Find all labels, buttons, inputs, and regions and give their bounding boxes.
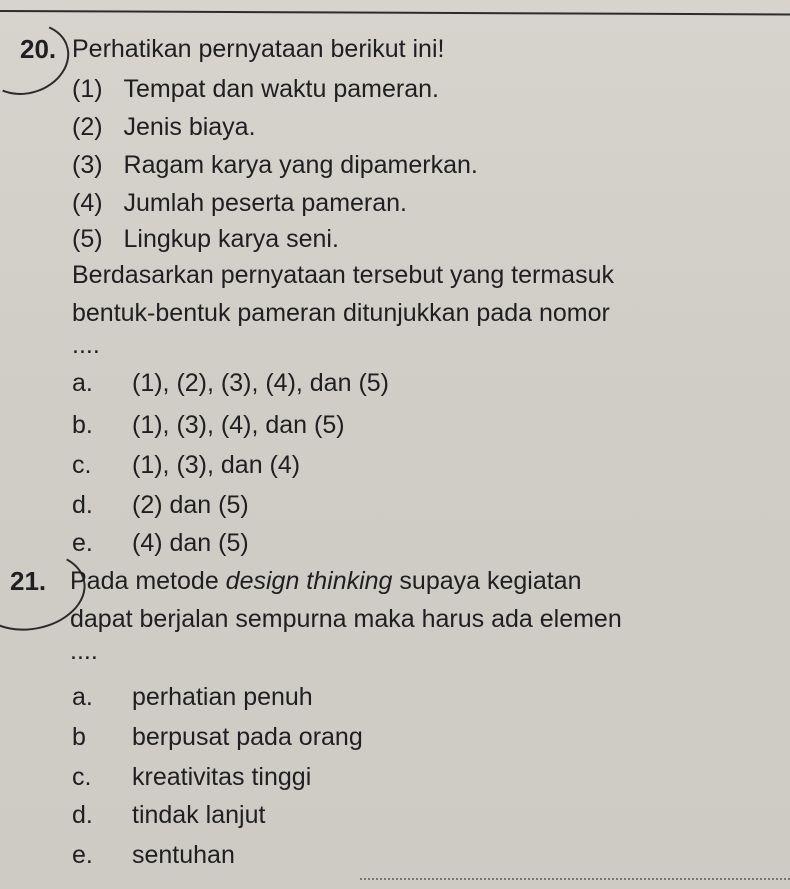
option-21-a-text: perhatian penuh: [132, 683, 313, 711]
statement-5: [72, 224, 339, 254]
option-21-e-text: sentuhan: [132, 841, 235, 869]
option-20-a-letter: a.: [72, 369, 93, 397]
option-20-a-text: (1), (2), (3), (4), dan (5): [132, 369, 389, 397]
statement-4-number: (4): [72, 189, 103, 217]
top-border-line: [0, 10, 790, 15]
question-21-ellipsis: ....: [70, 637, 98, 665]
option-20-e-text: (4) dan (5): [132, 529, 249, 557]
option-20-c-text: (1), (3), dan (4): [132, 451, 301, 479]
option-20-d-text: (2) dan (5): [132, 491, 249, 519]
question-21-text-after: supaya kegiatan: [392, 567, 582, 595]
statement-2: [72, 112, 256, 142]
statement-3-text: Ragam karya yang dipamerkan.: [123, 151, 478, 179]
question-21-stem-line-2: dapat berjalan sempurna maka harus ada elemen: [70, 605, 622, 633]
question-20-ellipsis: ....: [72, 331, 100, 359]
question-20-prompt: Perhatikan pernyataan berikut ini!: [72, 35, 445, 63]
question-21-stem-line-1: [70, 566, 582, 596]
statement-3: [72, 150, 478, 180]
statement-2-number: (2): [72, 113, 103, 141]
statement-1-text: Tempat dan waktu pameran.: [123, 75, 439, 103]
bottom-edge-text-fragment: [360, 878, 790, 888]
option-20-d-letter: d.: [72, 491, 93, 519]
option-21-c-text: kreativitas tinggi: [132, 763, 312, 791]
option-20-b-text: (1), (3), (4), dan (5): [132, 411, 345, 439]
question-21-number: 21.: [10, 566, 47, 596]
option-21-e-letter: e.: [72, 841, 93, 869]
question-21-italic-term: design thinking: [225, 567, 393, 595]
option-21-b-text: berpusat pada orang: [132, 723, 363, 751]
option-20-c-letter: c.: [72, 451, 92, 479]
option-21-a-letter: a.: [72, 683, 93, 711]
option-21-c-letter: c.: [72, 763, 92, 791]
option-21-d-letter: d.: [72, 801, 93, 829]
option-21-d-text: tindak lanjut: [132, 801, 266, 829]
option-20-e-letter: e.: [72, 529, 93, 557]
statement-5-number: (5): [72, 225, 103, 253]
option-21-b-letter: b: [72, 723, 86, 751]
question-20-stem-line-1: Berdasarkan pernyataan tersebut yang termasuk: [72, 261, 614, 289]
question-20-number: 20.: [20, 34, 57, 64]
question-21-text-before: Pada metode: [70, 567, 226, 595]
statement-4: [72, 188, 407, 218]
statement-4-text: Jumlah peserta pameran.: [123, 189, 407, 217]
statement-1: [72, 74, 439, 104]
statement-1-number: (1): [72, 75, 103, 103]
statement-5-text: Lingkup karya seni.: [123, 225, 339, 253]
question-20-stem-line-2: bentuk-bentuk pameran ditunjukkan pada nomor: [72, 299, 610, 327]
statement-3-number: (3): [72, 151, 103, 179]
option-20-b-letter: b.: [72, 411, 93, 439]
statement-2-text: Jenis biaya.: [123, 113, 256, 141]
